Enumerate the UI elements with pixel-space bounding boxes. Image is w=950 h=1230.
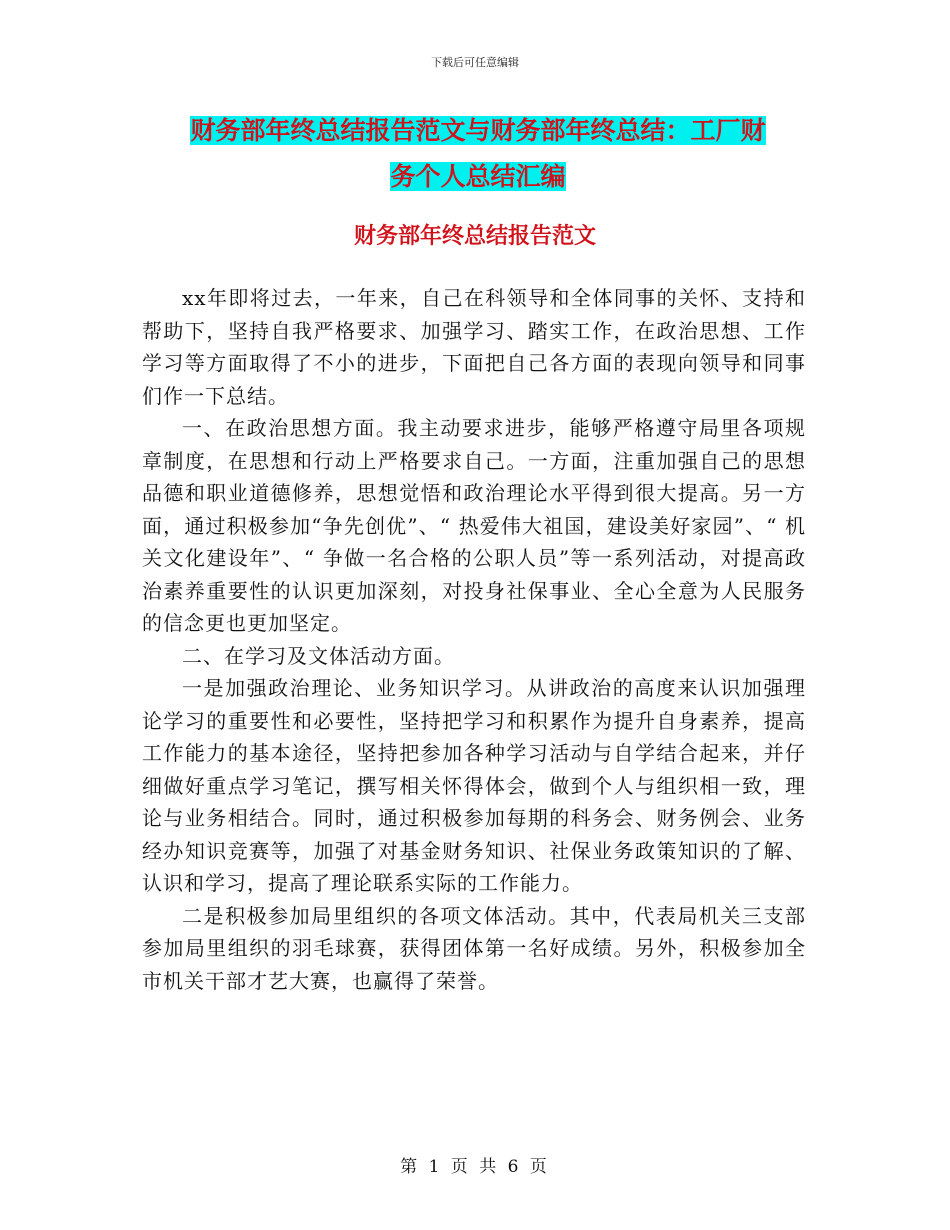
document-body [142, 282, 806, 997]
paragraph-intro: xx年即将过去，一年来，自己在科领导和全体同事的关怀、支持和帮助下，坚持自我严格要求、加强学习、踏实工作，在政治思想、工作学习等方面取得了不小的进步，下面把自己各方面的表现向领导和同事们作一下总结。 [142, 286, 806, 408]
paragraph-study: 一是加强政治理论、业务知识学习。从讲政治的高度来认识加强理论学习的重要性和必要性，坚持把学习和积累作为提升自身素养，提高工作能力的基本途径，坚持把参加各种学习活动与自学结合起来，并仔细做好重点学习笔记，撰写相关怀得体会，做到个人与组织相一致，理论与业务相结合。同时，通过积极参加每期的科务会、财务例会、业务经办知识竞赛等，加强了对基金财务知识、社保业务政策知识的了解、认识和学习，提高了理论联系实际的工作能力。 [142, 676, 806, 895]
document-title [143, 108, 813, 200]
document-title-line-1: 财务部年终总结报告范文与财务部年终总结：工厂财 [190, 116, 766, 145]
page-number: 第 1 页 共 6 页 [400, 1157, 550, 1177]
header-note: 下载后可任意编辑 [431, 56, 519, 69]
document-title-line-2: 务个人总结汇编 [390, 162, 566, 191]
paragraph-activities: 二是积极参加局里组织的各项文体活动。其中，代表局机关三支部参加局里组织的羽毛球赛，获得团体第一名好成绩。另外，积极参加全市机关干部才艺大赛，也赢得了荣誉。 [142, 903, 806, 993]
paragraph-study-heading: 二、在学习及文体活动方面。 [182, 643, 455, 668]
section-heading: 财务部年终总结报告范文 [353, 224, 596, 249]
paragraph-political: 一、在政治思想方面。我主动要求进步，能够严格遵守局里各项规章制度，在思想和行动上严格要求自己。一方面，注重加强自己的思想品德和职业道德修养，思想觉悟和政治理论水平得到很大提高。另一方面，通过积极参加“争先创优”、“ 热爱伟大祖国，建设美好家园”、“ 机关文化建设年”、“ 争做一名合格的公职人员”等一系列活动，对提高政治素养重要性的认识更加深刻，对投身社保事业、全心全意为人民服务的信念更也更加坚定。 [142, 416, 806, 635]
